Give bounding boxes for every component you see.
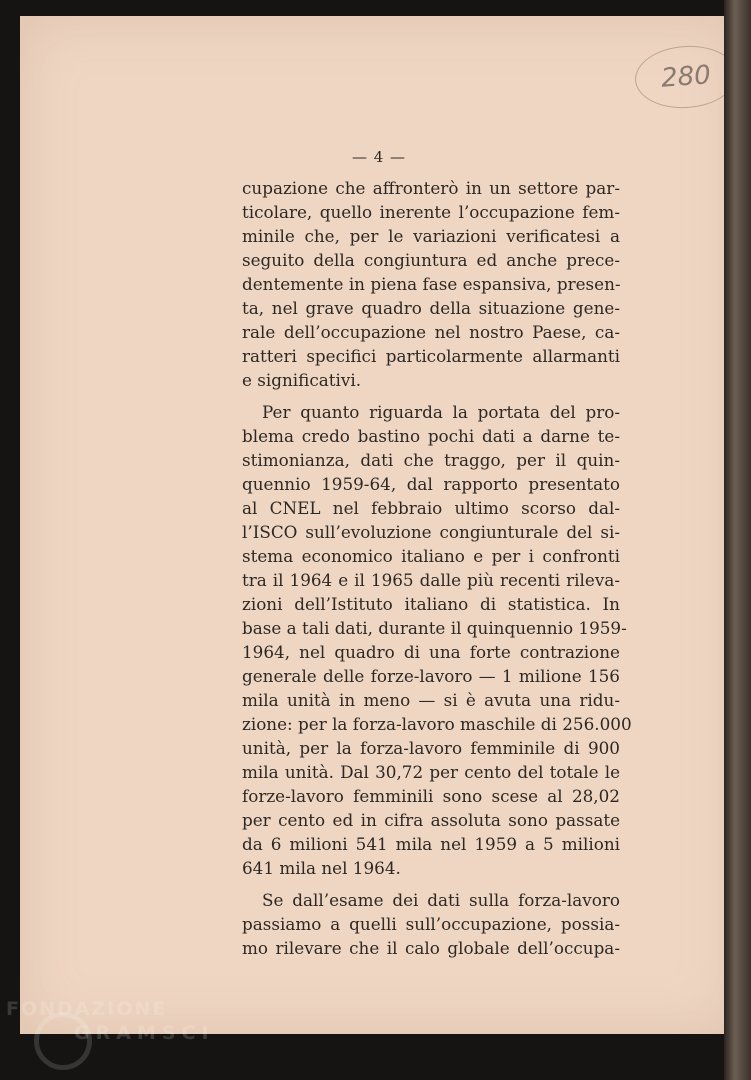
text-line: al CNEL nel febbraio ultimo scorso dal- [242, 498, 620, 518]
text-line: Per quanto riguarda la portata del pro- [262, 402, 620, 422]
text-line: Se dall’esame dei dati sulla forza-lavoro [262, 890, 620, 910]
text-line: cupazione che affronterò in un settore par- [242, 178, 620, 198]
document-page [20, 16, 738, 1034]
text-line: ta, nel grave quadro della situazione gene- [242, 298, 620, 318]
text-line: stimonianza, dati che traggo, per il quin- [242, 450, 620, 470]
text-line: mila unità. Dal 30,72 per cento del totale le [242, 762, 620, 782]
text-line: da 6 milioni 541 mila nel 1959 a 5 milioni [242, 834, 620, 854]
text-line: ticolare, quello inerente l’occupazione fem- [242, 202, 620, 222]
page-number: — 4 — [351, 148, 407, 166]
text-line: 641 mila nel 1964. [242, 858, 401, 878]
watermark-line-2: GRAMSCI [74, 1022, 215, 1044]
text-line: stema economico italiano e per i confronti [242, 546, 620, 566]
text-line: generale delle forze-lavoro — 1 milione 156 [242, 666, 620, 686]
paragraph-2 [242, 400, 632, 880]
text-line: unità, per la forza-lavoro femminile di 900 [242, 738, 620, 758]
text-line: rale dell’occupazione nel nostro Paese, ca- [242, 322, 620, 342]
body-text [242, 176, 632, 960]
text-line: e significativi. [242, 370, 362, 390]
text-line: zioni dell’Istituto italiano di statistica. In [242, 594, 620, 614]
text-line: l’ISCO sull’evoluzione congiunturale del si- [242, 522, 620, 542]
text-line: dentemente in piena fase espansiva, presen- [242, 274, 621, 294]
text-line: passiamo a quelli sull’occupazione, possia- [242, 914, 620, 934]
text-line: seguito della congiuntura ed anche prece- [242, 250, 620, 270]
text-line: per cento ed in cifra assoluta sono passate [242, 810, 620, 830]
text-line: mo rilevare che il calo globale dell’occupa- [242, 938, 620, 958]
text-line: minile che, per le variazioni verificatesi a [242, 226, 620, 246]
text-line: mila unità in meno — si è avuta una ridu- [242, 690, 620, 710]
text-line: blema credo bastino pochi dati a darne te- [242, 426, 620, 446]
paragraph-3 [242, 888, 620, 960]
text-line: forze-lavoro femminili sono scese al 28,02 [242, 786, 620, 806]
text-line: tra il 1964 e il 1965 dalle più recenti rileva- [242, 570, 620, 590]
paragraph-1 [242, 176, 620, 392]
page-edge-shadow [724, 0, 751, 1080]
watermark-logo [6, 998, 215, 1080]
text-line: 1964, nel quadro di una forte contrazione [242, 642, 620, 662]
text-line: zione: per la forza-lavoro maschile di 256.000 [242, 714, 632, 734]
archive-number-stamp: 280 [633, 43, 739, 112]
text-line: ratteri specifici particolarmente allarmanti [242, 346, 620, 366]
text-line: quennio 1959-64, dal rapporto presentato [242, 474, 620, 494]
text-line: base a tali dati, durante il quinquennio 1959- [242, 618, 627, 638]
watermark-line-1: FONDAZIONE [6, 998, 168, 1020]
